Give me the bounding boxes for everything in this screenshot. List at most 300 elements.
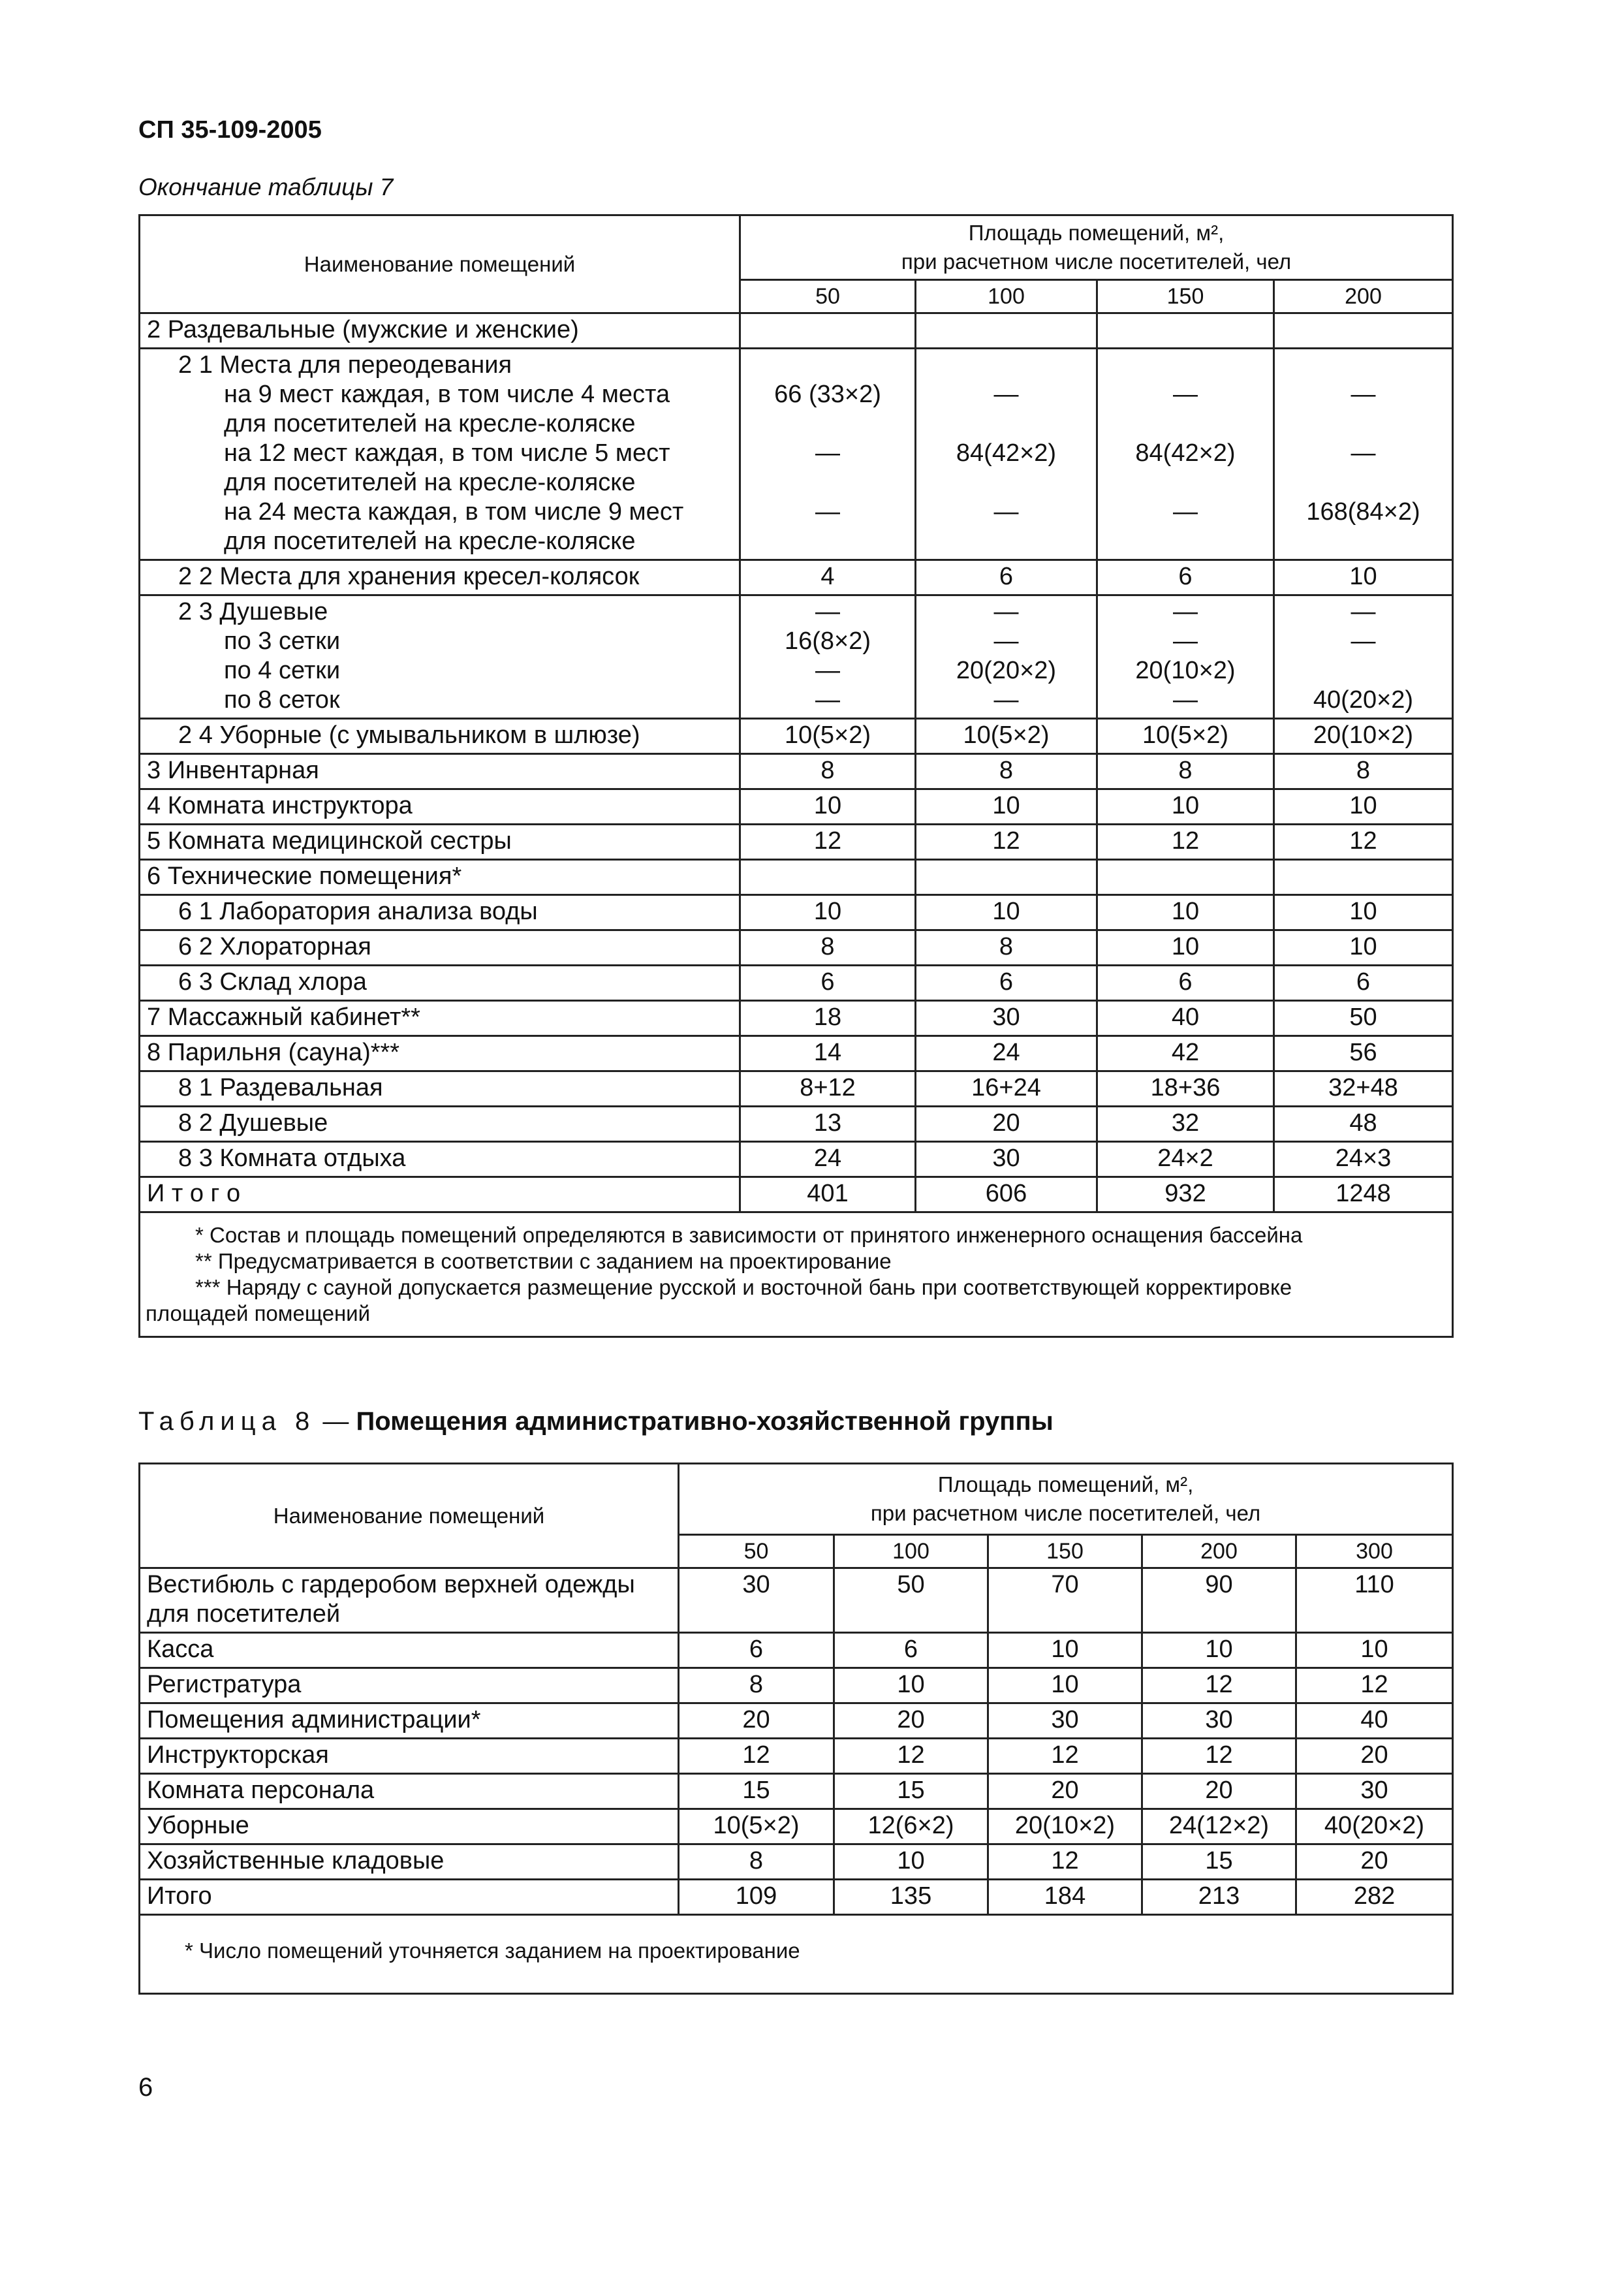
area-value-cell [1097,754,1274,789]
area-value-cell [740,560,916,595]
area-value: 84(42×2) [956,439,1057,467]
table-row [140,825,1453,860]
room-name-line: для посетителей на кресле-коляске [224,528,636,555]
area-value: 10 [992,792,1020,819]
area-value: 10 [813,792,842,819]
area-value-cell [1097,895,1274,930]
area-value: 10(5×2) [784,721,871,749]
area-value: 30 [992,1004,1020,1031]
area-value: 12 [992,827,1020,855]
area-value-cell [1274,860,1453,895]
area-value: 8 [820,757,835,784]
area-header-line1: Площадь помещений, м², [968,221,1225,245]
area-value: — [993,627,1019,655]
table-row [140,754,1453,789]
area-value: 20(10×2) [1313,721,1414,749]
area-value-cell [916,595,1097,719]
area-value-cell [1274,1142,1453,1177]
area-value-cell: 30 [988,1703,1142,1739]
area-value-cell [916,895,1097,930]
room-name-line: И т о г о [147,1180,241,1207]
area-value-cell [1274,754,1453,789]
area-value-cell [740,313,916,349]
room-name-line: 8 3 Комната отдыха [178,1145,406,1172]
area-value-cell [1274,1177,1453,1212]
area-value: 6 [999,968,1014,996]
area-value: — [815,657,840,684]
area-value-cell [916,1036,1097,1071]
area-value: 10 [1171,792,1200,819]
area-value-cell [1097,1036,1274,1071]
room-name-cell [140,966,740,1001]
area-value [1275,862,1452,891]
area-value-cell [916,349,1097,560]
area-value [741,468,914,498]
area-value [1098,409,1273,439]
area-value [741,527,914,556]
area-value: 6 [999,563,1014,590]
room-name-line: по 8 сеток [224,686,340,714]
area-value: 10 [1349,563,1377,590]
area-value-cell: 24(12×2) [1142,1809,1296,1844]
table-row [140,860,1453,895]
area-value-cell [916,313,1097,349]
area-value: 8 [1178,757,1193,784]
area-value-cell [740,1107,916,1142]
table-row [140,930,1453,966]
room-name-cell [140,930,740,966]
area-value-cell: 12(6×2) [834,1809,988,1844]
area-value [1275,656,1452,686]
area-value [1275,351,1452,380]
table-row [140,1177,1453,1212]
area-value: 10 [1349,792,1377,819]
area-value-cell: 20 [988,1774,1142,1809]
area-value: 16+24 [971,1074,1041,1101]
area-value-cell: 12 [988,1844,1142,1880]
area-value-cell [1274,595,1453,719]
area-value: 8 [999,933,1014,960]
area-value-cell [1097,1107,1274,1142]
area-value-cell: 30 [1142,1703,1296,1739]
area-value-cell [1274,930,1453,966]
area-value: — [993,381,1019,408]
room-name-cell [140,595,740,719]
room-name-line: 3 Инвентарная [147,757,319,784]
area-value-cell: 184 [988,1880,1142,1915]
table-row [140,789,1453,825]
area-header-line2: при расчетном числе посетителей, чел [901,249,1292,274]
room-name-cell [140,754,740,789]
table-row [140,1774,1453,1809]
area-value [1275,527,1452,556]
area-value: — [1173,627,1198,655]
area-value: — [1173,498,1198,526]
room-name-line: 6 2 Хлораторная [178,933,371,960]
table-row [140,1844,1453,1880]
table-8 [138,1463,1454,1995]
area-value: 6 [820,968,835,996]
area-value [916,468,1096,498]
area-value: 10 [1349,898,1377,925]
area-value: 168(84×2) [1306,498,1420,526]
area-value-cell [1274,560,1453,595]
visitor-count-header: 200 [1274,280,1453,313]
area-value-cell [1274,349,1453,560]
area-value-cell: 6 [834,1633,988,1668]
area-value-cell: 10 [1142,1633,1296,1668]
area-value-cell [740,1142,916,1177]
area-value [1275,315,1452,345]
area-value: 606 [985,1180,1027,1207]
area-value-cell [916,754,1097,789]
area-value [741,351,914,380]
room-name-cell [140,789,740,825]
area-value-cell: 109 [679,1880,834,1915]
table-row [140,1036,1453,1071]
area-value: 24×3 [1335,1145,1392,1172]
area-value-cell: 213 [1142,1880,1296,1915]
area-value: 10 [1171,933,1200,960]
area-value-cell [1097,860,1274,895]
area-value [741,862,914,891]
room-name-cell: Хозяйственные кладовые [140,1844,679,1880]
area-value-cell [740,595,916,719]
table-row [140,1668,1453,1703]
area-value [916,527,1096,556]
room-name-line: 6 1 Лаборатория анализа воды [178,898,538,925]
room-name-cell: Комната персонала [140,1774,679,1809]
room-name-line: 5 Комната медицинской сестры [147,827,512,855]
room-name-cell [140,825,740,860]
table-8-caption [138,1407,1054,1436]
area-value: — [815,498,840,526]
area-value [916,862,1096,891]
room-name-line: на 9 мест каждая, в том числе 4 места [224,381,670,408]
area-value-cell [1274,1071,1453,1107]
table-row [140,1568,1453,1633]
area-value: 42 [1171,1039,1200,1066]
area-value [1098,468,1273,498]
room-name-line: 4 Комната инструктора [147,792,413,819]
area-value-cell [1274,825,1453,860]
area-value-cell [916,966,1097,1001]
table-7-footnotes [140,1212,1453,1337]
footnote: площадей помещений [146,1301,371,1325]
area-value-cell [1097,1142,1274,1177]
area-value: 32+48 [1328,1074,1398,1101]
area-value-cell [1097,1001,1274,1036]
room-name-cell [140,1107,740,1142]
area-value-cell [740,789,916,825]
column-header-area [679,1464,1453,1535]
area-value: 8 [820,933,835,960]
area-value: 18 [813,1004,842,1031]
footnote: * Состав и площадь помещений определяются в зависимости от принятого инженерного оснащения бассейна [195,1223,1303,1247]
area-value-cell [916,719,1097,754]
area-header-line1: Площадь помещений, м², [937,1472,1194,1496]
room-name-cell: Помещения администрации* [140,1703,679,1739]
area-value [1098,862,1273,891]
area-value-cell: 6 [679,1633,834,1668]
visitor-count-header: 150 [988,1535,1142,1568]
area-value-cell [740,719,916,754]
area-value: 84(42×2) [1135,439,1236,467]
area-value [1275,468,1452,498]
room-name-cell [140,349,740,560]
area-value-cell: 12 [988,1739,1142,1774]
area-value: — [993,686,1019,714]
area-value: 24 [992,1039,1020,1066]
area-value [741,315,914,345]
area-value [916,409,1096,439]
room-name-cell: Вестибюль с гардеробом верхней одежды для посетителей [140,1568,679,1633]
room-name-line: 8 Парильня (сауна)*** [147,1039,400,1066]
visitor-count-header: 300 [1296,1535,1453,1568]
area-value: — [1351,598,1376,625]
area-value-cell: 10(5×2) [679,1809,834,1844]
table-row [140,966,1453,1001]
area-value-cell: 30 [679,1568,834,1633]
column-header-area [740,215,1453,280]
area-value-cell [740,895,916,930]
table-row [140,1071,1453,1107]
area-value: — [815,439,840,467]
room-name-line: 7 Массажный кабинет** [147,1004,420,1031]
room-name-line: 2 Раздевальные (мужские и женские) [147,316,579,343]
area-value: 56 [1349,1039,1377,1066]
area-value [916,351,1096,380]
area-value-cell [916,560,1097,595]
area-value-cell [916,1177,1097,1212]
area-value-cell: 30 [1296,1774,1453,1809]
area-value: 4 [820,563,835,590]
area-value-cell [1097,595,1274,719]
area-value-cell: 12 [1296,1668,1453,1703]
room-name-line: для посетителей на кресле-коляске [224,410,636,437]
area-value-cell [740,966,916,1001]
area-value-cell [1274,895,1453,930]
table-row [140,719,1453,754]
area-value-cell: 15 [679,1774,834,1809]
table-row [140,1739,1453,1774]
room-name-line: 6 3 Склад хлора [178,968,367,996]
page-number: 6 [138,2073,153,2102]
room-name-cell: Итого [140,1880,679,1915]
area-value-cell [916,930,1097,966]
area-value: 20(20×2) [956,657,1057,684]
area-value-cell: 20(10×2) [988,1809,1142,1844]
room-name-line: 8 1 Раздевальная [178,1074,383,1101]
area-value: — [1173,686,1198,714]
table-row [140,895,1453,930]
area-value-cell [740,1001,916,1036]
area-value: 48 [1349,1109,1377,1137]
area-value [1275,409,1452,439]
area-value: 401 [807,1180,849,1207]
visitor-count-header: 50 [679,1535,834,1568]
area-value: 50 [1349,1004,1377,1031]
area-value: 8 [1356,757,1371,784]
room-name-line: 2 2 Места для хранения кресел-колясок [178,563,640,590]
area-value-cell: 70 [988,1568,1142,1633]
room-name-line: по 4 сетки [224,657,341,684]
column-header-name: Наименование помещений [140,1464,679,1568]
area-value: 18+36 [1150,1074,1221,1101]
area-value-cell [916,1142,1097,1177]
area-value-cell: 15 [1142,1844,1296,1880]
area-value-cell [916,860,1097,895]
area-value: — [1351,627,1376,655]
area-value: 30 [992,1145,1020,1172]
area-value-cell [1097,930,1274,966]
room-name-cell: Уборные [140,1809,679,1844]
table-row [140,1142,1453,1177]
area-value: 10 [1171,898,1200,925]
area-value-cell [1274,313,1453,349]
area-value-cell: 12 [1142,1668,1296,1703]
area-value-cell [1274,1001,1453,1036]
area-value-cell [740,930,916,966]
area-value-cell: 20 [1142,1774,1296,1809]
area-value-cell [1097,789,1274,825]
area-value: 10(5×2) [1142,721,1229,749]
area-value-cell [1097,1071,1274,1107]
area-value-cell [740,754,916,789]
area-value-cell [1097,966,1274,1001]
area-header-line2: при расчетном числе посетителей, чел [870,1501,1261,1525]
area-value-cell: 10 [988,1633,1142,1668]
area-value-cell [1097,349,1274,560]
table-row [140,1880,1453,1915]
area-value-cell [916,825,1097,860]
area-value [1098,351,1273,380]
visitor-count-header: 100 [834,1535,988,1568]
area-value-cell [1097,825,1274,860]
area-value: — [1351,381,1376,408]
area-value: 8+12 [800,1074,856,1101]
area-value-cell [740,860,916,895]
room-name-cell [140,860,740,895]
visitor-count-header: 150 [1097,280,1274,313]
area-value: — [1173,381,1198,408]
room-name-cell [140,719,740,754]
room-name-cell [140,895,740,930]
area-value: 6 [1178,563,1193,590]
area-value-cell: 8 [679,1668,834,1703]
area-value-cell: 20 [679,1703,834,1739]
area-value: — [1173,598,1198,625]
area-value: 10 [1349,933,1377,960]
table-8-footnote: * Число помещений уточняется заданием на проектирование [140,1915,1453,1994]
room-name-line: 6 Технические помещения* [147,862,462,890]
area-value-cell [1274,719,1453,754]
area-value-cell [1274,966,1453,1001]
area-value-cell [1097,560,1274,595]
area-value-cell [740,1071,916,1107]
room-name-cell: Касса [140,1633,679,1668]
area-value: 66 (33×2) [774,381,881,408]
visitor-count-header: 50 [740,280,916,313]
room-name-cell [140,1001,740,1036]
area-value-cell [1274,789,1453,825]
area-value [1098,315,1273,345]
room-name-line: 2 3 Душевые [178,598,328,625]
area-value-cell [1274,1036,1453,1071]
room-name-line: для посетителей на кресле-коляске [224,469,636,496]
area-value-cell: 50 [834,1568,988,1633]
table-row [140,595,1453,719]
area-value: 32 [1171,1109,1200,1137]
room-name-cell: Инструкторская [140,1739,679,1774]
room-name-cell [140,560,740,595]
table-8-label: Таблица 8 [138,1407,316,1436]
table-row [140,1107,1453,1142]
area-value-cell [1097,1177,1274,1212]
area-value-cell [916,1107,1097,1142]
area-value: 24×2 [1157,1145,1213,1172]
table-row [140,1001,1453,1036]
area-value-cell: 15 [834,1774,988,1809]
room-name-line: 8 2 Душевые [178,1109,328,1137]
area-value-cell: 110 [1296,1568,1453,1633]
area-value-cell [916,1071,1097,1107]
area-value-cell: 10 [834,1844,988,1880]
area-value: 12 [1349,827,1377,855]
room-name-cell: Регистратура [140,1668,679,1703]
area-value: 20(10×2) [1135,657,1236,684]
area-value: 932 [1164,1180,1206,1207]
area-value: 16(8×2) [784,627,871,655]
column-header-name: Наименование помещений [140,215,740,313]
area-value-cell [740,825,916,860]
area-value-cell: 90 [1142,1568,1296,1633]
room-name-line: по 3 сетки [224,627,341,655]
area-value-cell [916,789,1097,825]
area-value: 14 [813,1039,842,1066]
area-value: 10(5×2) [963,721,1050,749]
room-name-line: на 24 места каждая, в том числе 9 мест [224,498,684,526]
area-value [916,315,1096,345]
area-value-cell: 10 [1296,1633,1453,1668]
area-value-cell: 10 [988,1668,1142,1703]
table-8-title: Помещения административно-хозяйственной группы [356,1407,1054,1436]
document-code: СП 35-109-2005 [138,116,322,144]
table-row [140,1633,1453,1668]
area-value-cell: 20 [834,1703,988,1739]
visitor-count-header: 100 [916,280,1097,313]
area-value: — [815,598,840,625]
area-value-cell [1274,1107,1453,1142]
area-value: 8 [999,757,1014,784]
room-name-line: на 12 мест каждая, в том числе 5 мест [224,439,670,467]
area-value-cell [1097,719,1274,754]
area-value [1098,527,1273,556]
area-value: 6 [1356,968,1371,996]
area-value-cell: 282 [1296,1880,1453,1915]
area-value: 40(20×2) [1313,686,1414,714]
area-value: 40 [1171,1004,1200,1031]
visitor-count-header: 200 [1142,1535,1296,1568]
table-row [140,1809,1453,1844]
table-row [140,1703,1453,1739]
area-value: 13 [813,1109,842,1137]
area-value-cell [740,1177,916,1212]
footnote: ** Предусматривается в соответствии с заданием на проектирование [195,1249,892,1273]
area-value-cell: 135 [834,1880,988,1915]
area-value [741,409,914,439]
area-value: 6 [1178,968,1193,996]
